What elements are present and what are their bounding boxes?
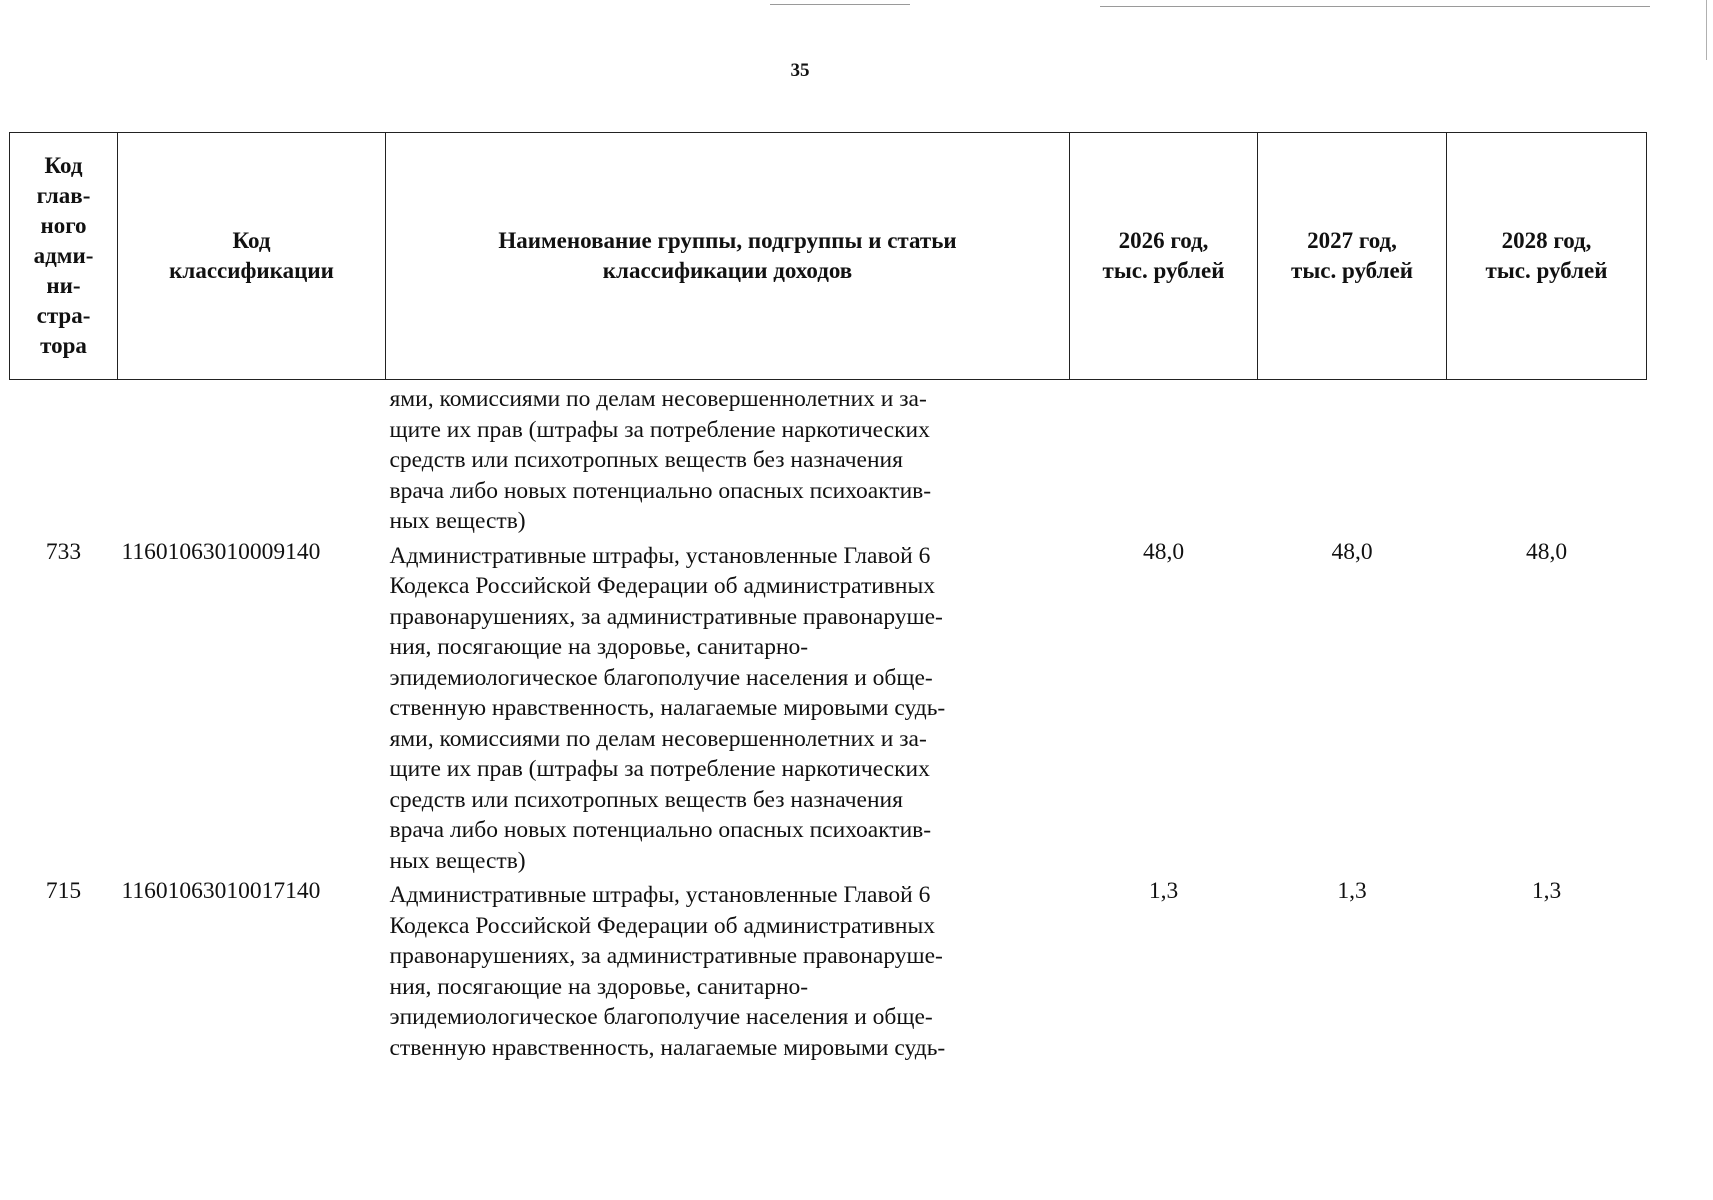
- income-name-cell: Административные штрафы, установленные Главой 6 Кодекса Российской Федерации об административных правонарушениях, за административные правонаруше- ния, посягающие на здоровье, санитарно- эпидемиологическое благополучие населения и обще- ственную нравственность, налагаемые мировыми судь- ями, комиссиями по делам несовершеннолетних и за- щите их прав (штрафы за потребление наркотических средств или психотропных веществ без назначения врача либо новых потенциально опасных психоактив- ных веществ): [389, 542, 946, 874]
- header-year-2027: 2027 год, тыс. рублей: [1258, 133, 1447, 380]
- page-number: 35: [790, 60, 810, 81]
- continuation-name: ями, комиссиями по делам несовершеннолетних и за- щите их прав (штрафы за потребление наркотических средств или психотропных веществ без назначения врача либо новых потенциально опасных психоактив- ных веществ): [389, 386, 932, 534]
- value-2027-cell: 1,3: [1337, 878, 1367, 904]
- income-table: [9, 132, 1647, 1063]
- value-2028-cell: 48,0: [1525, 538, 1568, 565]
- value-2026-cell: 48,0: [1142, 538, 1185, 565]
- value-2027-cell: 48,0: [1331, 538, 1373, 565]
- value-2026-cell: 1,3: [1148, 878, 1179, 904]
- scan-top-line: [1100, 6, 1650, 7]
- scan-top-line: [770, 4, 910, 5]
- table-row: [10, 876, 1647, 1063]
- table-header-row: [10, 133, 1647, 380]
- classification-code-cell: 11601063010017140: [121, 878, 321, 904]
- classification-code-cell: 11601063010009140: [121, 538, 321, 565]
- header-admin-code: Код глав- ного адми- ни- стра- тора: [10, 133, 118, 380]
- scan-edge-line: [1706, 0, 1707, 60]
- table-row-continuation: [10, 380, 1647, 537]
- header-year-2028: 2028 год, тыс. рублей: [1447, 133, 1647, 380]
- admin-code-cell: 733: [45, 538, 82, 565]
- header-name: Наименование группы, подгруппы и статьи классификации доходов: [386, 133, 1070, 380]
- table-row: [10, 537, 1647, 877]
- value-2028-cell: 1,3: [1531, 878, 1562, 904]
- header-year-2026: 2026 год, тыс. рублей: [1070, 133, 1258, 380]
- admin-code-cell: 715: [45, 878, 82, 904]
- header-classification-code: Код классификации: [118, 133, 386, 380]
- income-name-cell: Административные штрафы, установленные Главой 6 Кодекса Российской Федерации об административных правонарушениях, за административные правонаруше- ния, посягающие на здоровье, санитарно- эпидемиологическое благополучие населения и обще- ственную нравственность, налагаемые мировыми судь-: [389, 882, 946, 1061]
